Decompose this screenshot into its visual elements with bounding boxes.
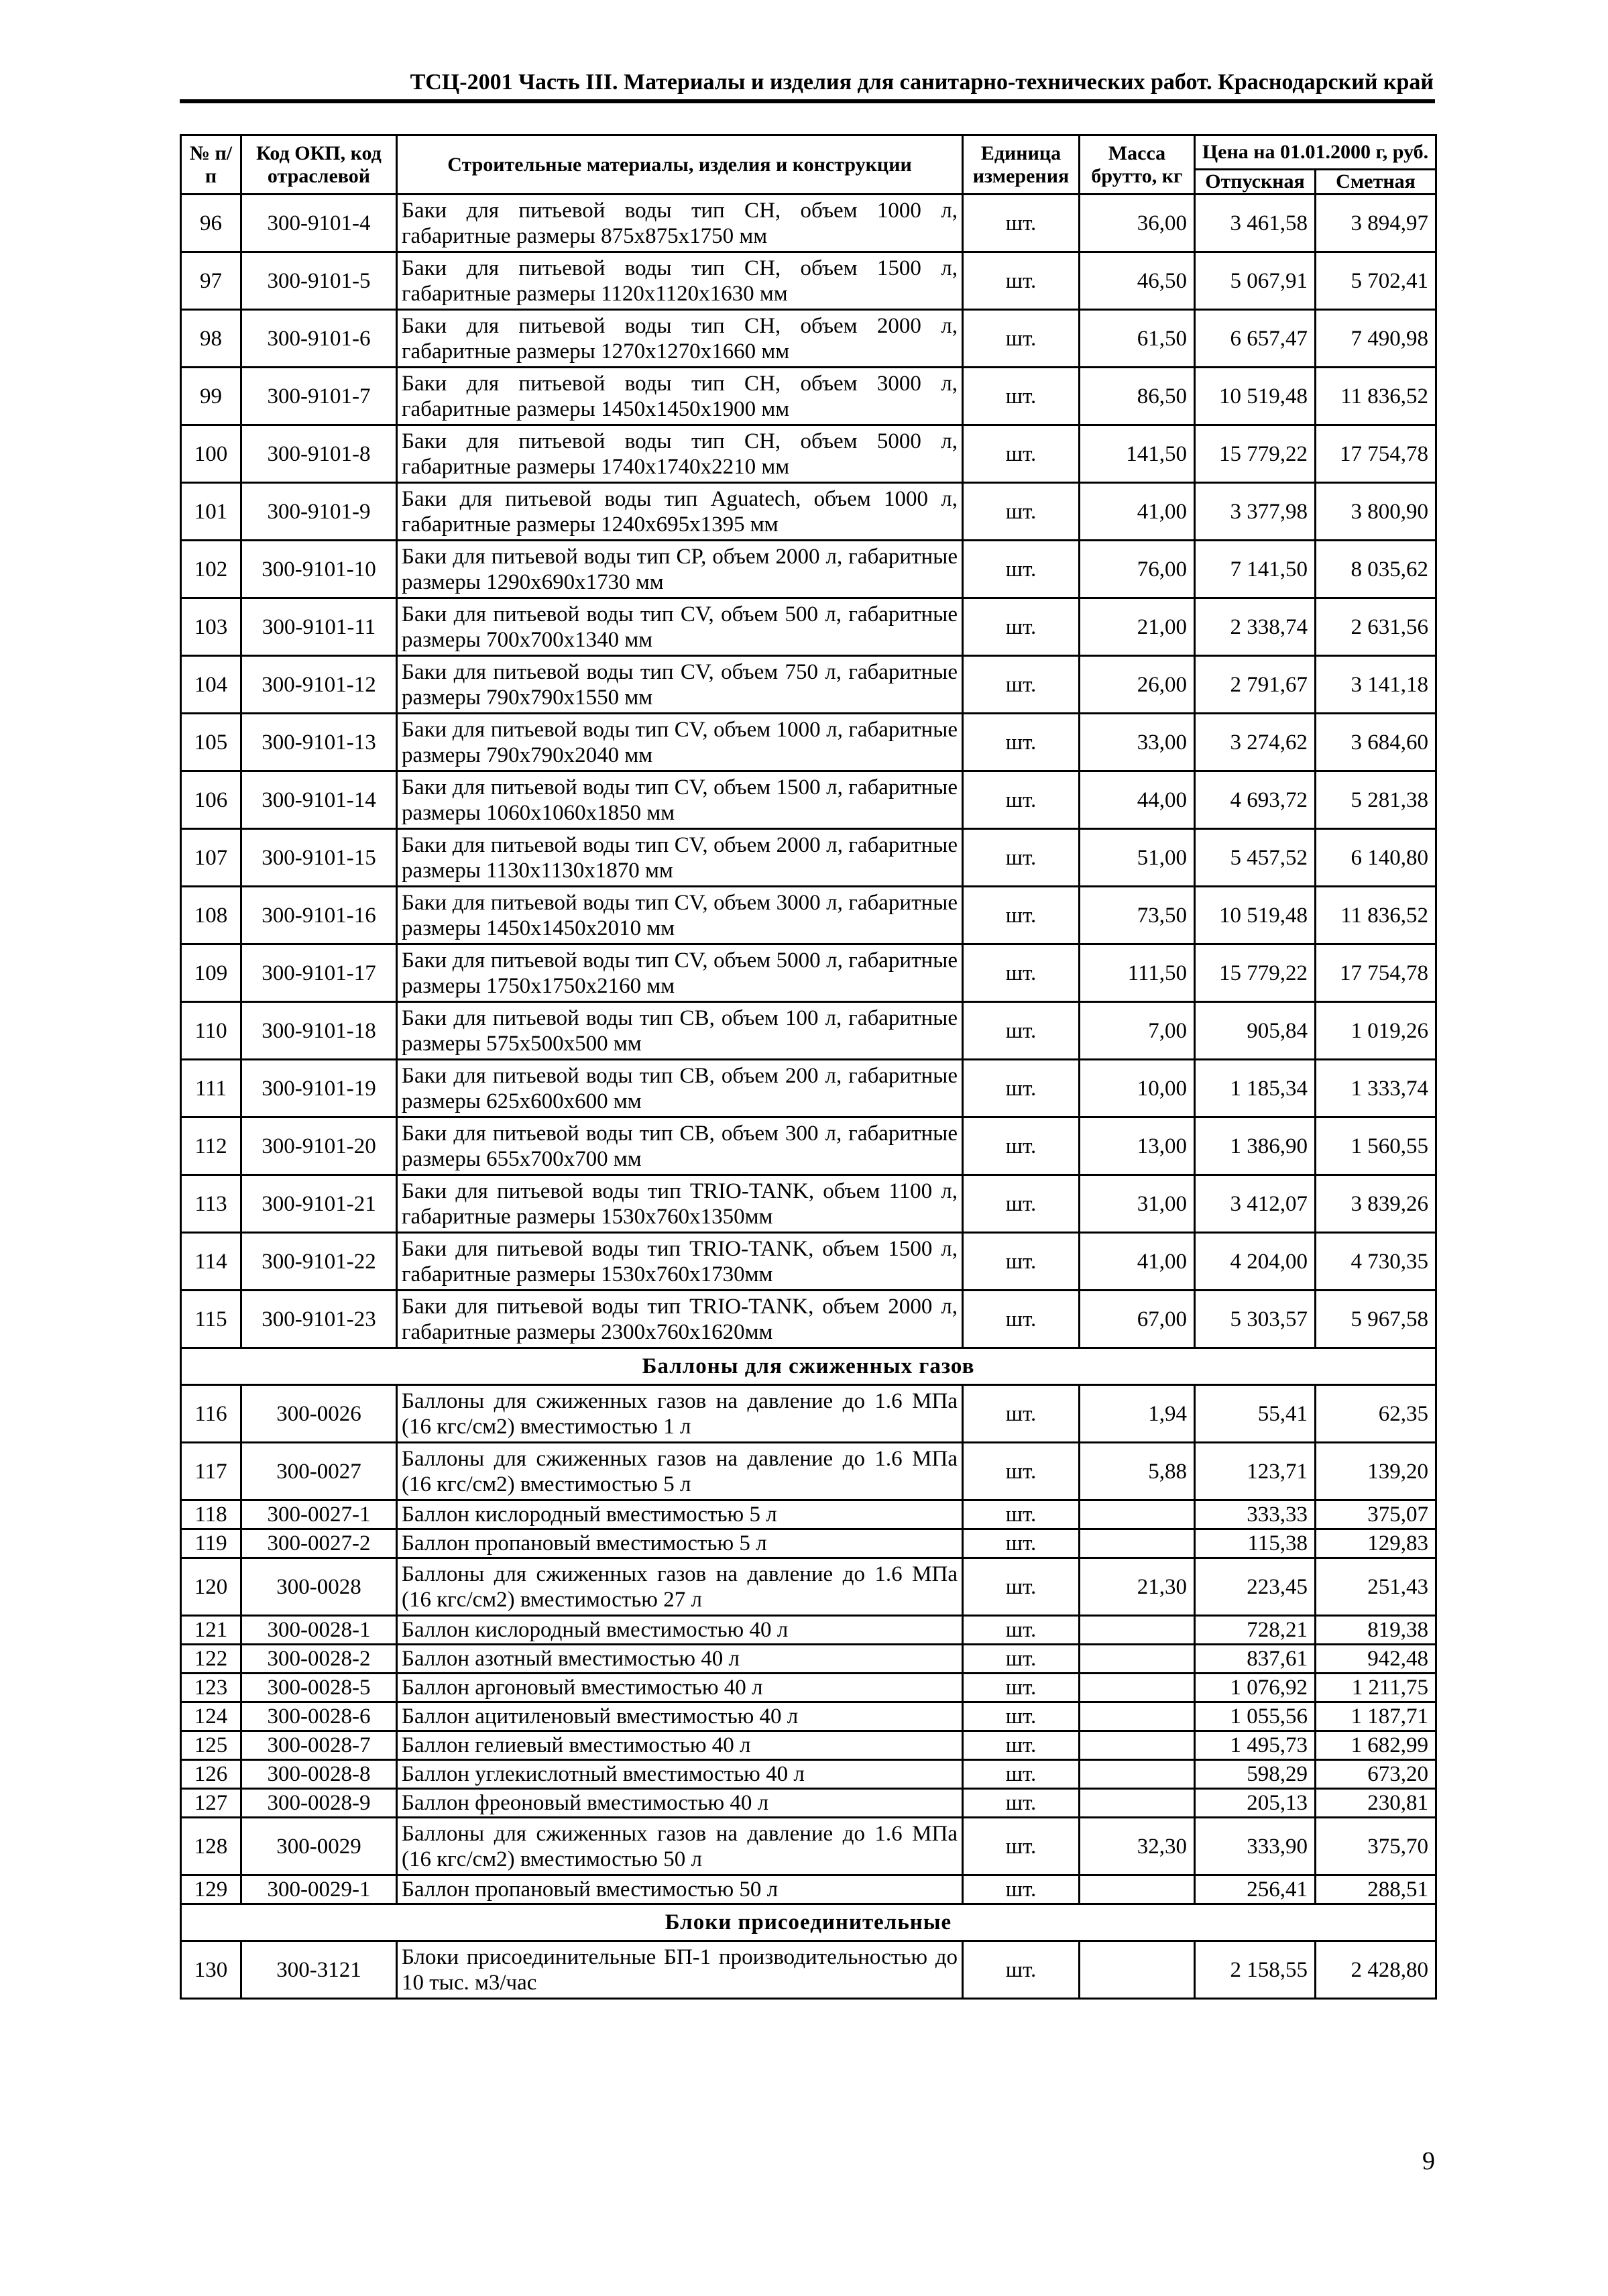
row-number: 106 bbox=[181, 771, 241, 829]
header-rule bbox=[180, 99, 1435, 103]
row-price-estimate: 5 967,58 bbox=[1316, 1291, 1436, 1348]
row-code: 300-9101-23 bbox=[241, 1291, 397, 1348]
row-unit: шт. bbox=[963, 195, 1080, 252]
row-unit: шт. bbox=[963, 1443, 1080, 1500]
row-mass: 141,50 bbox=[1080, 425, 1195, 483]
row-mass: 1,94 bbox=[1080, 1385, 1195, 1443]
row-price-release: 5 067,91 bbox=[1195, 252, 1316, 310]
row-mass: 76,00 bbox=[1080, 541, 1195, 598]
table-body bbox=[181, 195, 1436, 1999]
row-mass: 111,50 bbox=[1080, 944, 1195, 1002]
row-mass: 21,30 bbox=[1080, 1558, 1195, 1616]
row-description: Баки для питьевой воды тип CV, объем 500 л, габаритные размеры 700х700х1340 мм bbox=[397, 598, 963, 656]
price-table bbox=[180, 134, 1437, 2000]
row-code: 300-9101-8 bbox=[241, 425, 397, 483]
row-number: 119 bbox=[181, 1529, 241, 1558]
row-unit: шт. bbox=[963, 541, 1080, 598]
row-price-estimate: 11 836,52 bbox=[1316, 887, 1436, 944]
row-unit: шт. bbox=[963, 1060, 1080, 1117]
row-unit: шт. bbox=[963, 1175, 1080, 1233]
col-header-mass: Масса брутто, кг bbox=[1080, 135, 1195, 195]
row-number: 103 bbox=[181, 598, 241, 656]
row-number: 127 bbox=[181, 1789, 241, 1818]
row-number: 117 bbox=[181, 1443, 241, 1500]
row-mass bbox=[1080, 1674, 1195, 1702]
row-description: Баки для питьевой воды тип CV, объем 5000 л, габаритные размеры 1750х1750х2160 мм bbox=[397, 944, 963, 1002]
row-price-estimate: 17 754,78 bbox=[1316, 944, 1436, 1002]
row-description: Баллон кислородный вместимостью 5 л bbox=[397, 1500, 963, 1529]
row-price-estimate: 230,81 bbox=[1316, 1789, 1436, 1818]
table-row bbox=[181, 1818, 1436, 1875]
row-price-release: 1 495,73 bbox=[1195, 1731, 1316, 1760]
row-price-release: 728,21 bbox=[1195, 1616, 1316, 1645]
row-unit: шт. bbox=[963, 1117, 1080, 1175]
table-row bbox=[181, 656, 1436, 714]
row-price-release: 6 657,47 bbox=[1195, 310, 1316, 368]
table-row bbox=[181, 1558, 1436, 1616]
row-unit: шт. bbox=[963, 829, 1080, 887]
row-mass: 33,00 bbox=[1080, 714, 1195, 771]
row-price-release: 115,38 bbox=[1195, 1529, 1316, 1558]
row-description: Блоки присоединительные БП-1 производительностью до 10 тыс. м3/час bbox=[397, 1941, 963, 1999]
row-code: 300-9101-18 bbox=[241, 1002, 397, 1060]
row-description: Баки для питьевой воды тип CH, объем 2000 л, габаритные размеры 1270х1270х1660 мм bbox=[397, 310, 963, 368]
table-row bbox=[181, 1175, 1436, 1233]
row-price-estimate: 62,35 bbox=[1316, 1385, 1436, 1443]
row-price-release: 15 779,22 bbox=[1195, 944, 1316, 1002]
row-number: 113 bbox=[181, 1175, 241, 1233]
row-description: Баки для питьевой воды тип CV, объем 1000 л, габаритные размеры 790х790х2040 мм bbox=[397, 714, 963, 771]
row-number: 104 bbox=[181, 656, 241, 714]
row-code: 300-0027-1 bbox=[241, 1500, 397, 1529]
row-price-estimate: 3 894,97 bbox=[1316, 195, 1436, 252]
row-price-estimate: 3 800,90 bbox=[1316, 483, 1436, 541]
row-code: 300-0028-5 bbox=[241, 1674, 397, 1702]
row-description: Баки для питьевой воды тип CB, объем 100 л, габаритные размеры 575х500х500 мм bbox=[397, 1002, 963, 1060]
row-unit: шт. bbox=[963, 1291, 1080, 1348]
row-price-release: 2 791,67 bbox=[1195, 656, 1316, 714]
row-description: Баллоны для сжиженных газов на давление до 1.6 МПа (16 кгс/см2) вместимостью 50 л bbox=[397, 1818, 963, 1875]
row-price-estimate: 5 281,38 bbox=[1316, 771, 1436, 829]
table-row bbox=[181, 1875, 1436, 1904]
row-price-estimate: 3 684,60 bbox=[1316, 714, 1436, 771]
row-number: 102 bbox=[181, 541, 241, 598]
row-mass: 41,00 bbox=[1080, 1233, 1195, 1291]
table-row bbox=[181, 1060, 1436, 1117]
table-row bbox=[181, 944, 1436, 1002]
table-row bbox=[181, 1291, 1436, 1348]
row-price-release: 598,29 bbox=[1195, 1760, 1316, 1789]
row-description: Баллон углекислотный вместимостью 40 л bbox=[397, 1760, 963, 1789]
row-unit: шт. bbox=[963, 368, 1080, 425]
row-mass bbox=[1080, 1941, 1195, 1999]
row-price-estimate: 2 428,80 bbox=[1316, 1941, 1436, 1999]
row-unit: шт. bbox=[963, 1002, 1080, 1060]
row-code: 300-0028-9 bbox=[241, 1789, 397, 1818]
row-code: 300-0027 bbox=[241, 1443, 397, 1500]
row-code: 300-9101-22 bbox=[241, 1233, 397, 1291]
row-code: 300-9101-4 bbox=[241, 195, 397, 252]
row-price-estimate: 7 490,98 bbox=[1316, 310, 1436, 368]
table-row bbox=[181, 1117, 1436, 1175]
row-description: Баллон пропановый вместимостью 5 л bbox=[397, 1529, 963, 1558]
row-unit: шт. bbox=[963, 1500, 1080, 1529]
table-row bbox=[181, 252, 1436, 310]
table-row bbox=[181, 1645, 1436, 1674]
row-code: 300-9101-7 bbox=[241, 368, 397, 425]
row-description: Баки для питьевой воды тип Aguatech, объем 1000 л, габаритные размеры 1240х695х1395 мм bbox=[397, 483, 963, 541]
row-mass: 32,30 bbox=[1080, 1818, 1195, 1875]
row-number: 130 bbox=[181, 1941, 241, 1999]
row-code: 300-9101-14 bbox=[241, 771, 397, 829]
row-unit: шт. bbox=[963, 714, 1080, 771]
row-price-release: 333,33 bbox=[1195, 1500, 1316, 1529]
row-description: Баллон кислородный вместимостью 40 л bbox=[397, 1616, 963, 1645]
row-mass: 7,00 bbox=[1080, 1002, 1195, 1060]
row-price-estimate: 3 141,18 bbox=[1316, 656, 1436, 714]
row-unit: шт. bbox=[963, 1674, 1080, 1702]
table-row bbox=[181, 195, 1436, 252]
section-heading: Блоки присоединительные bbox=[181, 1904, 1436, 1941]
row-number: 107 bbox=[181, 829, 241, 887]
row-description: Баллон аргоновый вместимостью 40 л bbox=[397, 1674, 963, 1702]
row-unit: шт. bbox=[963, 887, 1080, 944]
row-mass: 41,00 bbox=[1080, 483, 1195, 541]
table-row bbox=[181, 425, 1436, 483]
row-price-estimate: 17 754,78 bbox=[1316, 425, 1436, 483]
row-description: Баки для питьевой воды тип CH, объем 3000 л, габаритные размеры 1450х1450х1900 мм bbox=[397, 368, 963, 425]
row-mass bbox=[1080, 1760, 1195, 1789]
row-price-estimate: 1 019,26 bbox=[1316, 1002, 1436, 1060]
row-unit: шт. bbox=[963, 1789, 1080, 1818]
row-number: 99 bbox=[181, 368, 241, 425]
row-price-estimate: 1 333,74 bbox=[1316, 1060, 1436, 1117]
row-number: 111 bbox=[181, 1060, 241, 1117]
row-price-estimate: 6 140,80 bbox=[1316, 829, 1436, 887]
row-number: 114 bbox=[181, 1233, 241, 1291]
row-unit: шт. bbox=[963, 252, 1080, 310]
table-row bbox=[181, 1674, 1436, 1702]
row-number: 123 bbox=[181, 1674, 241, 1702]
row-unit: шт. bbox=[963, 1702, 1080, 1731]
row-number: 125 bbox=[181, 1731, 241, 1760]
row-unit: шт. bbox=[963, 1818, 1080, 1875]
col-header-price-release: Отпускная bbox=[1195, 170, 1316, 195]
row-code: 300-9101-12 bbox=[241, 656, 397, 714]
row-unit: шт. bbox=[963, 771, 1080, 829]
col-header-code: Код ОКП, код отраслевой bbox=[241, 135, 397, 195]
row-unit: шт. bbox=[963, 1616, 1080, 1645]
row-price-release: 205,13 bbox=[1195, 1789, 1316, 1818]
table-row bbox=[181, 887, 1436, 944]
row-description: Баки для питьевой воды тип CV, объем 2000 л, габаритные размеры 1130х1130х1870 мм bbox=[397, 829, 963, 887]
row-unit: шт. bbox=[963, 944, 1080, 1002]
table-row bbox=[181, 310, 1436, 368]
row-mass bbox=[1080, 1731, 1195, 1760]
row-code: 300-9101-16 bbox=[241, 887, 397, 944]
row-unit: шт. bbox=[963, 1731, 1080, 1760]
table-row bbox=[181, 1616, 1436, 1645]
table-row bbox=[181, 1233, 1436, 1291]
row-number: 128 bbox=[181, 1818, 241, 1875]
table-row bbox=[181, 1702, 1436, 1731]
table-row bbox=[181, 598, 1436, 656]
row-price-estimate: 5 702,41 bbox=[1316, 252, 1436, 310]
row-price-estimate: 673,20 bbox=[1316, 1760, 1436, 1789]
row-mass: 36,00 bbox=[1080, 195, 1195, 252]
row-price-release: 3 377,98 bbox=[1195, 483, 1316, 541]
row-price-release: 10 519,48 bbox=[1195, 887, 1316, 944]
row-number: 124 bbox=[181, 1702, 241, 1731]
row-mass bbox=[1080, 1875, 1195, 1904]
row-price-estimate: 139,20 bbox=[1316, 1443, 1436, 1500]
row-price-estimate: 375,70 bbox=[1316, 1818, 1436, 1875]
row-code: 300-9101-13 bbox=[241, 714, 397, 771]
row-code: 300-0027-2 bbox=[241, 1529, 397, 1558]
row-code: 300-9101-21 bbox=[241, 1175, 397, 1233]
row-price-estimate: 1 560,55 bbox=[1316, 1117, 1436, 1175]
table-row bbox=[181, 1789, 1436, 1818]
row-unit: шт. bbox=[963, 1529, 1080, 1558]
row-mass bbox=[1080, 1500, 1195, 1529]
row-mass bbox=[1080, 1645, 1195, 1674]
table-row bbox=[181, 1500, 1436, 1529]
row-mass: 5,88 bbox=[1080, 1443, 1195, 1500]
row-price-estimate: 1 211,75 bbox=[1316, 1674, 1436, 1702]
row-price-estimate: 129,83 bbox=[1316, 1529, 1436, 1558]
table-row bbox=[181, 771, 1436, 829]
table-row bbox=[181, 1941, 1436, 1999]
row-mass: 21,00 bbox=[1080, 598, 1195, 656]
row-price-estimate: 1 187,71 bbox=[1316, 1702, 1436, 1731]
row-code: 300-0028-6 bbox=[241, 1702, 397, 1731]
row-description: Баки для питьевой воды тип CH, объем 1000 л, габаритные размеры 875х875х1750 мм bbox=[397, 195, 963, 252]
table-row bbox=[181, 1443, 1436, 1500]
page-header-title: ТСЦ-2001 Часть III. Материалы и изделия для санитарно-технических работ. Краснодарский край bbox=[410, 70, 1434, 95]
row-code: 300-0028-8 bbox=[241, 1760, 397, 1789]
row-price-estimate: 2 631,56 bbox=[1316, 598, 1436, 656]
row-description: Баллоны для сжиженных газов на давление до 1.6 МПа (16 кгс/см2) вместимостью 27 л bbox=[397, 1558, 963, 1616]
row-price-release: 10 519,48 bbox=[1195, 368, 1316, 425]
section-heading: Баллоны для сжиженных газов bbox=[181, 1348, 1436, 1385]
row-number: 100 bbox=[181, 425, 241, 483]
row-description: Баки для питьевой воды тип TRIO-TANK, объем 1100 л, габаритные размеры 1530х760х1350мм bbox=[397, 1175, 963, 1233]
row-price-release: 4 204,00 bbox=[1195, 1233, 1316, 1291]
row-unit: шт. bbox=[963, 425, 1080, 483]
row-unit: шт. bbox=[963, 656, 1080, 714]
row-price-release: 3 461,58 bbox=[1195, 195, 1316, 252]
col-header-price-group: Цена на 01.01.2000 г, руб. bbox=[1195, 135, 1436, 170]
row-price-release: 4 693,72 bbox=[1195, 771, 1316, 829]
row-number: 101 bbox=[181, 483, 241, 541]
row-description: Баки для питьевой воды тип CV, объем 1500 л, габаритные размеры 1060х1060х1850 мм bbox=[397, 771, 963, 829]
row-code: 300-9101-11 bbox=[241, 598, 397, 656]
row-mass: 86,50 bbox=[1080, 368, 1195, 425]
row-price-estimate: 819,38 bbox=[1316, 1616, 1436, 1645]
row-number: 115 bbox=[181, 1291, 241, 1348]
row-price-release: 2 338,74 bbox=[1195, 598, 1316, 656]
row-code: 300-0028-1 bbox=[241, 1616, 397, 1645]
section-heading-row bbox=[181, 1348, 1436, 1385]
row-number: 108 bbox=[181, 887, 241, 944]
row-price-release: 837,61 bbox=[1195, 1645, 1316, 1674]
row-mass: 31,00 bbox=[1080, 1175, 1195, 1233]
row-mass: 44,00 bbox=[1080, 771, 1195, 829]
row-description: Баллоны для сжиженных газов на давление до 1.6 МПа (16 кгс/см2) вместимостью 5 л bbox=[397, 1443, 963, 1500]
row-code: 300-0029 bbox=[241, 1818, 397, 1875]
table-row bbox=[181, 368, 1436, 425]
table-row bbox=[181, 829, 1436, 887]
row-number: 121 bbox=[181, 1616, 241, 1645]
row-description: Баки для питьевой воды тип CH, объем 1500 л, габаритные размеры 1120х1120х1630 мм bbox=[397, 252, 963, 310]
row-number: 96 bbox=[181, 195, 241, 252]
row-price-release: 3 412,07 bbox=[1195, 1175, 1316, 1233]
row-price-release: 5 303,57 bbox=[1195, 1291, 1316, 1348]
row-unit: шт. bbox=[963, 483, 1080, 541]
row-number: 97 bbox=[181, 252, 241, 310]
row-description: Баки для питьевой воды тип TRIO-TANK, объем 1500 л, габаритные размеры 1530х760х1730мм bbox=[397, 1233, 963, 1291]
row-unit: шт. bbox=[963, 310, 1080, 368]
row-unit: шт. bbox=[963, 1645, 1080, 1674]
table-row bbox=[181, 483, 1436, 541]
row-price-release: 333,90 bbox=[1195, 1818, 1316, 1875]
row-price-release: 1 055,56 bbox=[1195, 1702, 1316, 1731]
row-code: 300-9101-9 bbox=[241, 483, 397, 541]
row-price-release: 1 076,92 bbox=[1195, 1674, 1316, 1702]
table-row bbox=[181, 541, 1436, 598]
row-code: 300-0029-1 bbox=[241, 1875, 397, 1904]
row-price-release: 5 457,52 bbox=[1195, 829, 1316, 887]
row-description: Баки для питьевой воды тип CB, объем 200 л, габаритные размеры 625х600х600 мм bbox=[397, 1060, 963, 1117]
row-code: 300-0028 bbox=[241, 1558, 397, 1616]
row-mass: 46,50 bbox=[1080, 252, 1195, 310]
row-mass: 51,00 bbox=[1080, 829, 1195, 887]
row-price-release: 123,71 bbox=[1195, 1443, 1316, 1500]
row-price-estimate: 8 035,62 bbox=[1316, 541, 1436, 598]
row-mass bbox=[1080, 1616, 1195, 1645]
row-code: 300-0026 bbox=[241, 1385, 397, 1443]
row-description: Баллон фреоновый вместимостью 40 л bbox=[397, 1789, 963, 1818]
row-number: 118 bbox=[181, 1500, 241, 1529]
row-unit: шт. bbox=[963, 1875, 1080, 1904]
row-mass: 10,00 bbox=[1080, 1060, 1195, 1117]
row-unit: шт. bbox=[963, 1385, 1080, 1443]
row-unit: шт. bbox=[963, 598, 1080, 656]
row-price-release: 1 386,90 bbox=[1195, 1117, 1316, 1175]
row-description: Баки для питьевой воды тип CV, объем 3000 л, габаритные размеры 1450х1450х2010 мм bbox=[397, 887, 963, 944]
row-unit: шт. bbox=[963, 1233, 1080, 1291]
row-code: 300-9101-17 bbox=[241, 944, 397, 1002]
row-price-release: 3 274,62 bbox=[1195, 714, 1316, 771]
row-price-estimate: 942,48 bbox=[1316, 1645, 1436, 1674]
table-row bbox=[181, 714, 1436, 771]
row-mass: 67,00 bbox=[1080, 1291, 1195, 1348]
row-number: 129 bbox=[181, 1875, 241, 1904]
row-mass bbox=[1080, 1529, 1195, 1558]
row-unit: шт. bbox=[963, 1760, 1080, 1789]
row-number: 109 bbox=[181, 944, 241, 1002]
row-description: Баки для питьевой воды тип CV, объем 750 л, габаритные размеры 790х790х1550 мм bbox=[397, 656, 963, 714]
row-code: 300-9101-19 bbox=[241, 1060, 397, 1117]
row-description: Баллон азотный вместимостью 40 л bbox=[397, 1645, 963, 1674]
row-mass bbox=[1080, 1702, 1195, 1731]
row-price-release: 223,45 bbox=[1195, 1558, 1316, 1616]
row-price-estimate: 375,07 bbox=[1316, 1500, 1436, 1529]
row-description: Баллон ацитиленовый вместимостью 40 л bbox=[397, 1702, 963, 1731]
row-code: 300-9101-6 bbox=[241, 310, 397, 368]
row-description: Баки для питьевой воды тип CH, объем 5000 л, габаритные размеры 1740х1740х2210 мм bbox=[397, 425, 963, 483]
row-mass bbox=[1080, 1789, 1195, 1818]
row-price-estimate: 1 682,99 bbox=[1316, 1731, 1436, 1760]
row-mass: 26,00 bbox=[1080, 656, 1195, 714]
row-number: 126 bbox=[181, 1760, 241, 1789]
row-number: 112 bbox=[181, 1117, 241, 1175]
row-number: 122 bbox=[181, 1645, 241, 1674]
row-number: 116 bbox=[181, 1385, 241, 1443]
row-price-release: 905,84 bbox=[1195, 1002, 1316, 1060]
row-code: 300-9101-20 bbox=[241, 1117, 397, 1175]
row-description: Баки для питьевой воды тип CP, объем 2000 л, габаритные размеры 1290х690х1730 мм bbox=[397, 541, 963, 598]
row-price-release: 15 779,22 bbox=[1195, 425, 1316, 483]
row-code: 300-9101-10 bbox=[241, 541, 397, 598]
row-price-release: 1 185,34 bbox=[1195, 1060, 1316, 1117]
table-row bbox=[181, 1002, 1436, 1060]
row-mass: 61,50 bbox=[1080, 310, 1195, 368]
row-price-release: 256,41 bbox=[1195, 1875, 1316, 1904]
row-mass: 73,50 bbox=[1080, 887, 1195, 944]
row-price-estimate: 288,51 bbox=[1316, 1875, 1436, 1904]
section-heading-row bbox=[181, 1904, 1436, 1941]
row-code: 300-0028-2 bbox=[241, 1645, 397, 1674]
row-price-release: 7 141,50 bbox=[1195, 541, 1316, 598]
col-header-desc: Строительные материалы, изделия и конструкции bbox=[397, 135, 963, 195]
row-code: 300-9101-15 bbox=[241, 829, 397, 887]
row-unit: шт. bbox=[963, 1941, 1080, 1999]
row-code: 300-0028-7 bbox=[241, 1731, 397, 1760]
col-header-price-estimate: Сметная bbox=[1316, 170, 1436, 195]
row-price-estimate: 4 730,35 bbox=[1316, 1233, 1436, 1291]
row-description: Баллоны для сжиженных газов на давление до 1.6 МПа (16 кгс/см2) вместимостью 1 л bbox=[397, 1385, 963, 1443]
row-price-release: 2 158,55 bbox=[1195, 1941, 1316, 1999]
col-header-num: № п/п bbox=[181, 135, 241, 195]
row-description: Баки для питьевой воды тип CB, объем 300 л, габаритные размеры 655х700х700 мм bbox=[397, 1117, 963, 1175]
table-row bbox=[181, 1385, 1436, 1443]
table-row bbox=[181, 1529, 1436, 1558]
row-price-estimate: 3 839,26 bbox=[1316, 1175, 1436, 1233]
row-price-release: 55,41 bbox=[1195, 1385, 1316, 1443]
row-number: 120 bbox=[181, 1558, 241, 1616]
row-code: 300-9101-5 bbox=[241, 252, 397, 310]
row-unit: шт. bbox=[963, 1558, 1080, 1616]
row-description: Баки для питьевой воды тип TRIO-TANK, объем 2000 л, габаритные размеры 2300х760х1620мм bbox=[397, 1291, 963, 1348]
col-header-unit: Единица измерения bbox=[963, 135, 1080, 195]
row-number: 98 bbox=[181, 310, 241, 368]
row-description: Баллон пропановый вместимостью 50 л bbox=[397, 1875, 963, 1904]
row-price-estimate: 251,43 bbox=[1316, 1558, 1436, 1616]
row-price-estimate: 11 836,52 bbox=[1316, 368, 1436, 425]
row-number: 110 bbox=[181, 1002, 241, 1060]
page-number: 9 bbox=[1422, 2147, 1435, 2175]
row-description: Баллон гелиевый вместимостью 40 л bbox=[397, 1731, 963, 1760]
table-row bbox=[181, 1760, 1436, 1789]
table-row bbox=[181, 1731, 1436, 1760]
row-code: 300-3121 bbox=[241, 1941, 397, 1999]
row-mass: 13,00 bbox=[1080, 1117, 1195, 1175]
row-number: 105 bbox=[181, 714, 241, 771]
